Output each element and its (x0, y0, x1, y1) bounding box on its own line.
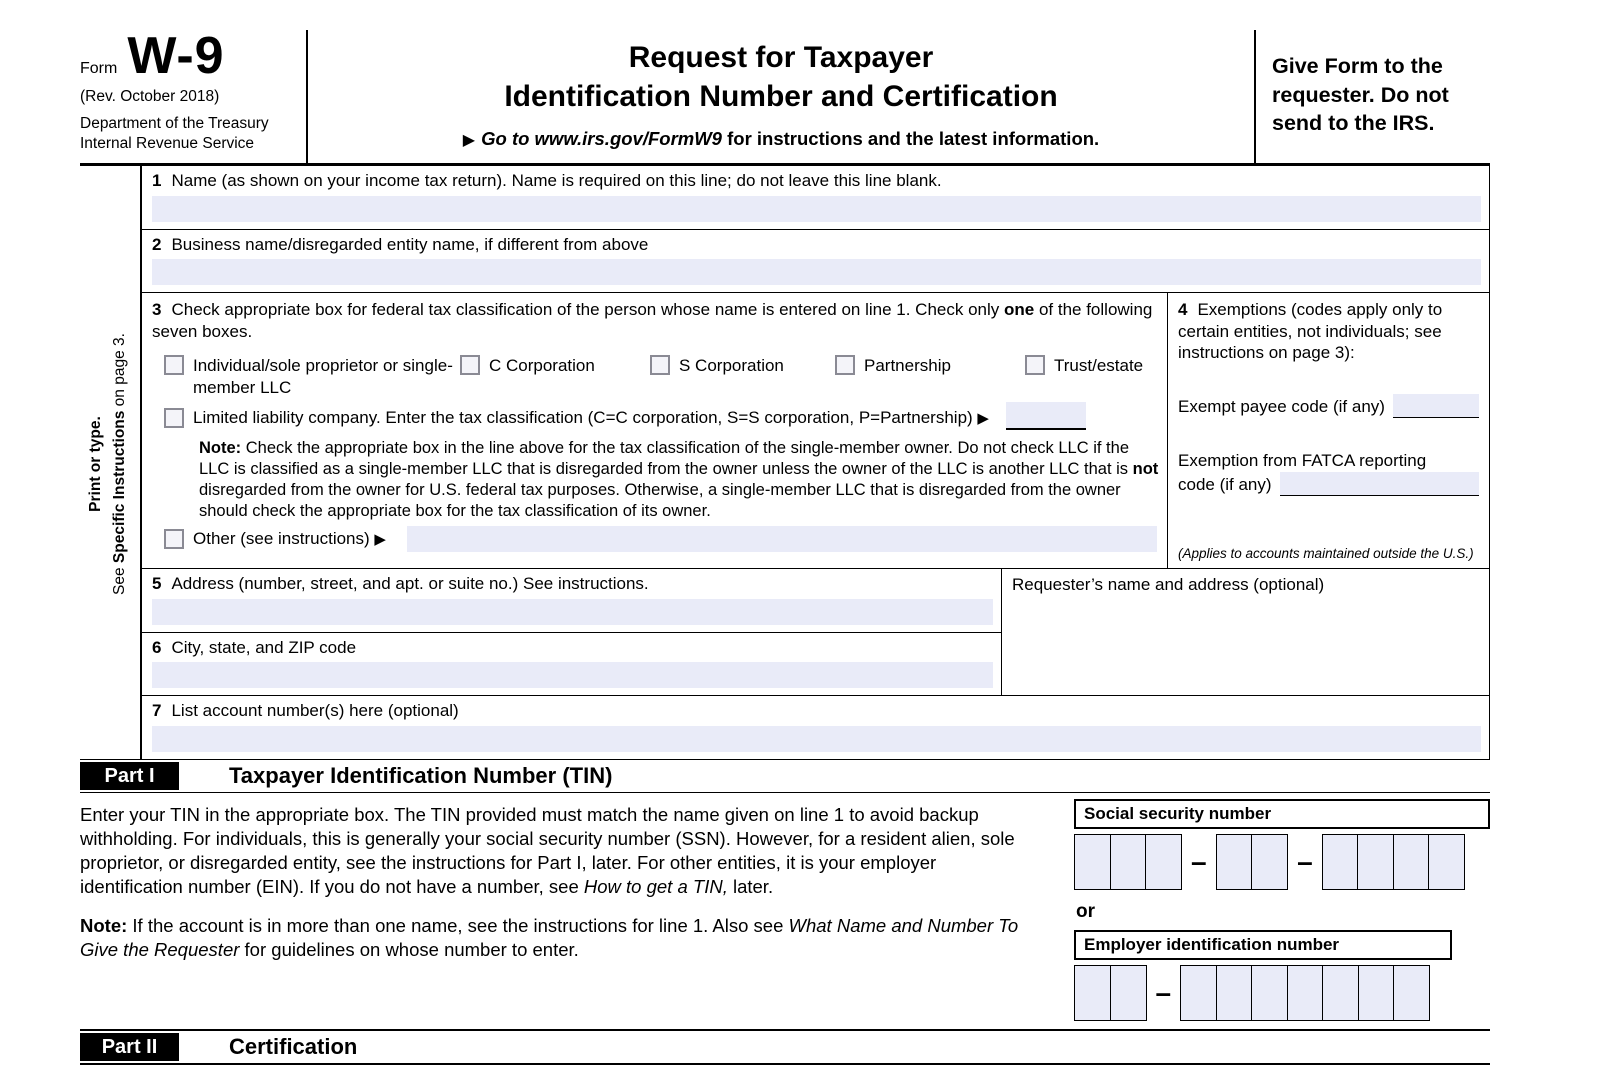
fatca-row (1178, 450, 1479, 496)
ein-digit-group (1180, 965, 1430, 1021)
other-label: Other (see instructions) ▶ (193, 528, 386, 548)
ssn-digit-cell[interactable] (1110, 834, 1147, 890)
tin-instructions-block (80, 797, 1074, 1021)
ein-digit-cell[interactable] (1251, 965, 1288, 1021)
part1-header (80, 759, 1490, 793)
checkbox-trust-estate[interactable] (1025, 355, 1045, 375)
address-input[interactable] (152, 599, 993, 625)
part1-title: Taxpayer Identification Number (TIN) (229, 762, 613, 788)
llc-classification-input[interactable] (1006, 402, 1086, 430)
print-type-rotated-text (84, 286, 132, 642)
checkbox-llc[interactable] (164, 408, 184, 428)
individual-option (164, 355, 460, 398)
digit-group-separator: – (1191, 845, 1207, 877)
ssn-digit-cell[interactable] (1216, 834, 1253, 890)
address-column (142, 569, 1002, 695)
other-option (152, 529, 1161, 552)
ein-digit-group (1074, 965, 1147, 1021)
part1-badge: Part I (80, 762, 179, 790)
line7-row (142, 696, 1489, 759)
ein-digit-cell[interactable] (1393, 965, 1430, 1021)
city-state-zip-input[interactable] (152, 662, 993, 688)
fatca-code-input[interactable] (1280, 472, 1479, 496)
ssn-digit-cell[interactable] (1357, 834, 1394, 890)
line3-label: 3 Check appropriate box for federal tax classification of the person whose name is entered on line 1. Check only one of the following seven boxes. (152, 300, 1153, 341)
line3-line4-row (142, 293, 1489, 569)
business-name-input[interactable] (152, 259, 1481, 285)
name-input[interactable] (152, 196, 1481, 222)
line4-label: 4 Exemptions (codes apply only to certain entities, not individuals; see instructions on page 3): (1178, 300, 1443, 363)
s-corporation-label: S Corporation (679, 356, 784, 376)
fatca-label-line-2: code (if any) (1178, 472, 1479, 496)
exempt-payee-row (1178, 394, 1479, 418)
other-classification-input[interactable] (407, 526, 1157, 552)
digit-group-separator: – (1155, 976, 1172, 1008)
ssn-digit-cell[interactable] (1074, 834, 1111, 890)
checkbox-individual[interactable] (164, 355, 184, 375)
form-id-block (80, 27, 306, 163)
line5-row (142, 569, 1001, 633)
part2-header (80, 1029, 1490, 1065)
ssn-digit-boxes (1074, 834, 1490, 890)
tin-note: Note: If the account is in more than one name, see the instructions for line 1. Also see What Name and Number To Give the Requester for guidelines on whose number to enter. (80, 915, 1019, 961)
give-form-note: Give Form to the requester. Do not send to the IRS. (1272, 54, 1449, 136)
form-word: Form (80, 60, 118, 77)
department-line-2: Internal Revenue Service (80, 134, 255, 152)
ein-digit-cell[interactable] (1322, 965, 1359, 1021)
ssn-digit-cell[interactable] (1393, 834, 1430, 890)
see-instructions-text: See Specific Instructions on page 3. (111, 333, 129, 595)
checkbox-partnership[interactable] (835, 355, 855, 375)
form-title (318, 38, 1244, 116)
ssn-digit-group (1216, 834, 1289, 890)
llc-option (152, 408, 1161, 430)
form-title-line-1: Request for Taxpayer (628, 41, 934, 74)
tin-instructions: Enter your TIN in the appropriate box. The TIN provided must match the name given on line 1 to avoid backup withholding. For individuals, this is generally your social security number (SSN). However, for a resident alien, sole proprietor, or disregarded entity, see the instructions for Part I, later. For other entities, it is your employer identification number (EIN). If you do not have a number, see How to get a TIN, later. (80, 803, 1015, 898)
part2-title: Certification (229, 1033, 358, 1059)
other-arrow-icon: ▶ (374, 530, 386, 548)
ssn-digit-cell[interactable] (1251, 834, 1288, 890)
exemptions-section (1168, 293, 1489, 568)
llc-arrow-icon: ▶ (977, 409, 989, 427)
form-revision: (Rev. October 2018) (80, 88, 220, 106)
form-fields (140, 166, 1490, 759)
digit-group-separator: – (1297, 845, 1313, 877)
exempt-payee-code-input[interactable] (1393, 394, 1479, 418)
ein-digit-cell[interactable] (1180, 965, 1217, 1021)
ssn-digit-group (1074, 834, 1182, 890)
print-type-sidebar (80, 166, 140, 759)
requester-name-address-box[interactable] (1002, 569, 1489, 695)
ein-label-box: Employer identification number (1074, 930, 1452, 960)
fatca-label-line-1: Exemption from FATCA reporting (1178, 450, 1427, 470)
llc-note: Note: Check the appropriate box in the line above for the tax classification of the single-member owner. Do not check LLC if the LLC is classified as a single-member LLC that is disregarded from the owner unless the owner of the LLC is another LLC that is not disregarded from the owner for U.S. federal tax purposes. Otherwise, a single-member LLC that is disregarded from the owner should check the appropriate box for the tax classification of its owner. (199, 438, 1159, 520)
ssn-label-box: Social security number (1074, 799, 1490, 829)
part2-badge: Part II (80, 1033, 179, 1061)
ein-digit-cell[interactable] (1216, 965, 1253, 1021)
ein-digit-cell[interactable] (1287, 965, 1324, 1021)
form-header (80, 27, 1490, 166)
ssn-digit-group (1322, 834, 1466, 890)
line6-label: 6 City, state, and ZIP code (152, 637, 357, 657)
partnership-label: Partnership (864, 356, 951, 376)
line5-line6-row (142, 569, 1489, 696)
line6-row (142, 633, 1001, 696)
ein-digit-cell[interactable] (1074, 965, 1111, 1021)
checkbox-other[interactable] (164, 529, 184, 549)
line7-label: 7 List account number(s) here (optional) (152, 701, 459, 721)
trust-estate-option (1025, 355, 1143, 398)
form-title-block (306, 30, 1256, 163)
part1-content (80, 793, 1490, 1021)
tin-boxes-column (1074, 797, 1490, 1021)
line2-label: 2 Business name/disregarded entity name, if different from above (152, 234, 649, 254)
c-corporation-option (460, 355, 650, 398)
goto-instructions: ▶ Go to www.irs.gov/FormW9 for instructions and the latest information. (462, 128, 1100, 149)
line1-label: 1 Name (as shown on your income tax return). Name is required on this line; do not leave this line blank. (152, 171, 942, 190)
line5-label: 5 Address (number, street, and apt. or suite no.) See instructions. (152, 574, 649, 594)
applies-outside-us-note: (Applies to accounts maintained outside the U.S.) (1178, 545, 1474, 561)
tax-classification-checkboxes (152, 355, 1161, 398)
checkbox-c-corporation[interactable] (460, 355, 480, 375)
ein-digit-cell[interactable] (1110, 965, 1147, 1021)
form-title-line-2: Identification Number and Certification (504, 80, 1058, 113)
line1-row (142, 166, 1489, 230)
department-line-1: Department of the Treasury (80, 115, 269, 133)
form-number-line (80, 27, 298, 85)
s-corporation-option (650, 355, 835, 398)
line2-row (142, 230, 1489, 294)
exempt-payee-label: Exempt payee code (if any) (1178, 396, 1385, 416)
llc-label: Limited liability company. Enter the tax classification (C=C corporation, S=S corporation, P=Partnership) ▶ (193, 407, 989, 427)
requester-label: Requester’s name and address (optional) (1012, 575, 1325, 595)
partnership-option (835, 355, 1025, 398)
ssn-digit-cell[interactable] (1322, 834, 1359, 890)
form-body (80, 166, 1490, 759)
c-corporation-label: C Corporation (489, 356, 595, 376)
individual-label: Individual/sole proprietor or single-member LLC (193, 356, 453, 397)
right-arrow-icon: ▶ (462, 132, 476, 149)
ein-digit-cell[interactable] (1358, 965, 1395, 1021)
or-label: or (1076, 900, 1095, 922)
form-number: W-9 (127, 27, 225, 85)
ssn-digit-cell[interactable] (1145, 834, 1182, 890)
ssn-digit-cell[interactable] (1428, 834, 1465, 890)
trust-estate-label: Trust/estate (1054, 356, 1144, 376)
ein-digit-boxes (1074, 965, 1490, 1021)
checkbox-s-corporation[interactable] (650, 355, 670, 375)
tax-classification-section (142, 293, 1168, 568)
account-numbers-input[interactable] (152, 726, 1481, 752)
print-or-type-text: Print or type. (87, 416, 104, 512)
irs-url-text: www.irs.gov/FormW9 (534, 128, 722, 149)
